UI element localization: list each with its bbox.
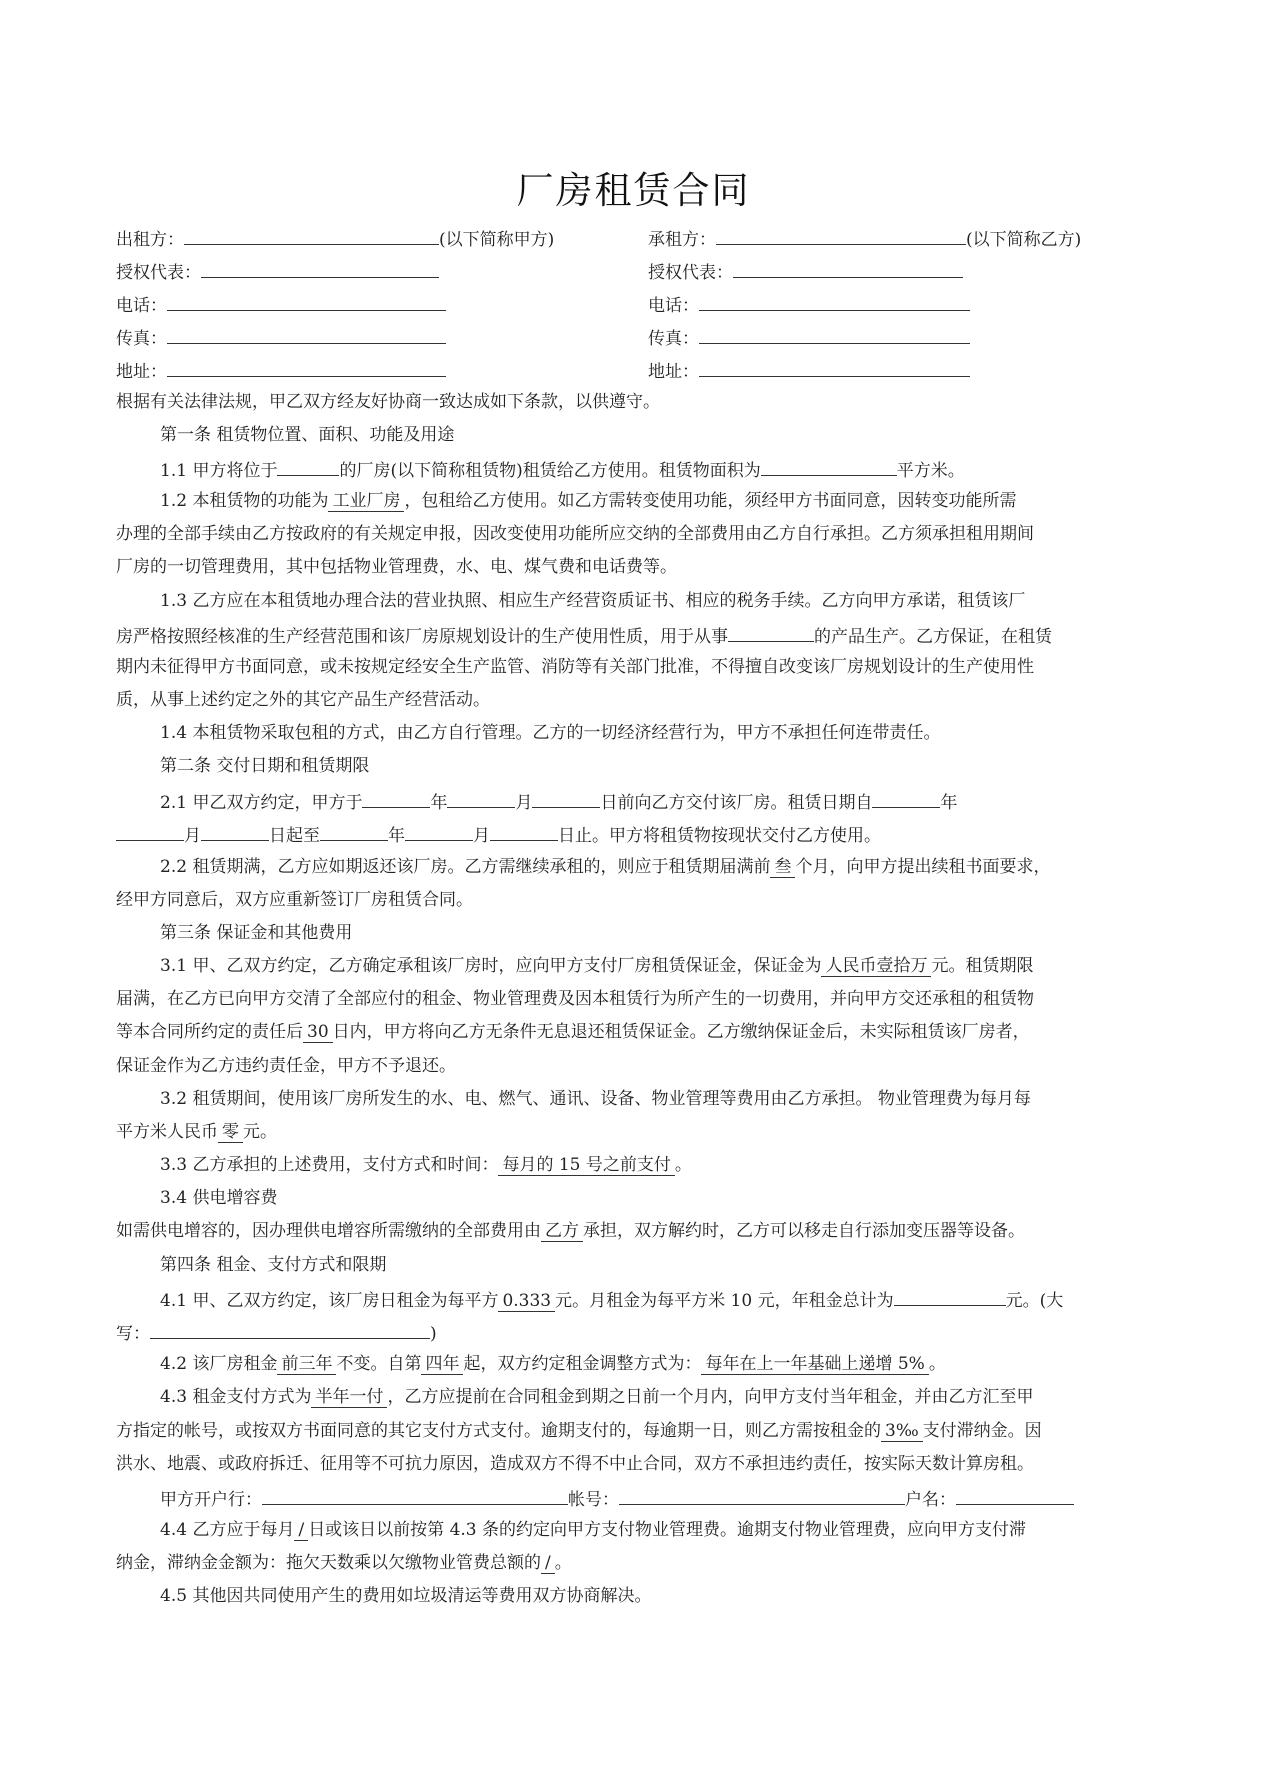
fax-label: 传真： [648, 329, 699, 349]
lessee-label: 承租方： [648, 230, 716, 250]
clause-text: 元。月租金为每平方米 10 元，年租金总计为 [555, 1291, 894, 1311]
clause-text: 元。(大 [1005, 1291, 1064, 1311]
product-blank [728, 623, 814, 642]
preamble: 根据有关法律法规，甲乙双方经友好协商一致达成如下条款，以供遵守。 [116, 392, 660, 412]
year-blank [362, 789, 430, 808]
month-label: 月 [184, 826, 201, 846]
clause-text: 。 [554, 1553, 572, 1573]
clause-3-2-cont [116, 1121, 1166, 1143]
clause-text: 2.1 甲乙双方约定，甲方于 [160, 793, 363, 813]
article-4-heading: 第四条 租金、支付方式和限期 [160, 1255, 387, 1275]
bank-label: 甲方开户行： [160, 1490, 262, 1510]
clause-2-1 [160, 789, 1166, 814]
rep-label: 授权代表： [648, 263, 733, 283]
clause-text: 日内，甲方将向乙方无条件无息退还租赁保证金。乙方缴纳保证金后，未实际租赁该厂房者， [332, 1022, 1030, 1042]
document-title: 厂房租赁合同 [516, 169, 751, 212]
clause-text: 4.4 乙方应于每月 [160, 1520, 295, 1540]
lessor-blank [184, 226, 439, 245]
lessee-address-line [648, 358, 1168, 383]
clause-text: 平方米。 [896, 461, 965, 481]
clause-text: 2.2 租赁期满，乙方应如期返还该厂房。乙方需继续承租的，则应于租赁期届满前 [160, 857, 771, 877]
day-blank [532, 789, 600, 808]
rep-label: 授权代表： [116, 263, 201, 283]
clause-text: 4.3 租金支付方式为 [160, 1387, 312, 1407]
clause-1-3: 1.3 乙方应在本租赁地办理合法的营业执照、相应生产经营资质证书、相应的税务手续。乙方向甲方承诺，租赁该厂 [160, 591, 1026, 611]
lessor-rep-blank [201, 259, 439, 278]
clause-text: 日或该日以前按第 4.3 条的约定向甲方支付物业管理费。逾期支付物业管理费，应向甲方支付滞 [308, 1520, 1027, 1540]
adjust-method-value: 每年在上一年基础上递增 5% [701, 1354, 928, 1375]
year-blank [320, 822, 388, 841]
clause-text: 3.1 甲、乙双方约定，乙方确定承租该厂房时，应向甲方支付厂房租赁保证金，保证金为 [160, 956, 822, 976]
clause-4-3 [160, 1386, 1166, 1408]
lessee-fax-blank [699, 325, 970, 344]
clause-4-3-cont: 洪水、地震、或政府拆迁、征用等不可抗力原因，造成双方不得不中止合同，双方不承担违约责任，按实际天数计算房租。 [116, 1454, 1034, 1474]
article-3-heading: 第三条 保证金和其他费用 [160, 923, 353, 943]
lessor-note: (以下简称甲方) [439, 230, 555, 250]
account-blank [619, 1486, 905, 1505]
late-fee-rate-value: 3‰ [881, 1421, 923, 1442]
clause-text: 4.1 甲、乙双方约定，该厂房日租金为每平方 [160, 1291, 499, 1311]
daily-rent-value: 0.333 [498, 1291, 555, 1312]
year-label: 年 [940, 793, 958, 813]
address-label: 地址： [648, 362, 699, 382]
clause-1-2-cont: 办理的全部手续由乙方按政府的有关规定申报，因改变使用功能所应交纳的全部费用由乙方自行承担。乙方须承担租用期间 [116, 524, 1034, 544]
account-name-blank [956, 1486, 1074, 1505]
refund-days-value: 30 [303, 1022, 333, 1043]
months-value: 叁 [770, 857, 795, 878]
lessee-address-blank [699, 358, 970, 377]
annual-rent-blank [894, 1287, 1006, 1306]
clause-text: 日前向乙方交付该厂房。租赁日期自 [600, 793, 873, 813]
clause-text: 元。租赁期限 [931, 956, 1034, 976]
lessee-phone-blank [699, 292, 970, 311]
bank-info-line [160, 1486, 1166, 1511]
clause-3-1 [160, 955, 1166, 977]
clause-text: 1.2 本租赁物的功能为 [160, 491, 329, 511]
month-blank [116, 822, 184, 841]
party-value: 乙方 [541, 1221, 583, 1242]
day-blank [490, 822, 558, 841]
lessor-fax-blank [167, 325, 446, 344]
clause-1-2-cont: 厂房的一切管理费用，其中包括物业管理费，水、电、煤气费和电话费等。 [116, 557, 677, 577]
lessee-line [648, 226, 1168, 251]
clause-1-3-cont [116, 623, 1166, 648]
clause-text: 房严格按照经核准的生产经营范围和该厂房原规划设计的生产使用性质，用于从事 [116, 627, 728, 647]
lessee-rep-line [648, 259, 1168, 284]
lessee-blank [716, 226, 966, 245]
lessee-phone-line [648, 292, 1168, 317]
clause-3-3 [160, 1154, 1166, 1176]
article-1-heading: 第一条 租赁物位置、面积、功能及用途 [160, 425, 455, 445]
clause-text: 方指定的帐号，或按双方书面同意的其它支付方式支付。逾期支付的，每逾期一日，则乙方需按租金的 [116, 1421, 881, 1441]
clause-text: 的厂房(以下简称租赁物)租赁给乙方使用。租赁物面积为 [339, 461, 761, 481]
clause-text: ，包租给乙方使用。如乙方需转变使用功能，须经甲方书面同意，因转变功能所需 [404, 491, 1017, 511]
account-label: 帐号： [568, 1490, 619, 1510]
clause-text: 3.3 乙方承担的上述费用，支付方式和时间： [160, 1155, 499, 1175]
clause-text: 写： [116, 1324, 150, 1344]
lessor-phone-blank [167, 292, 446, 311]
clause-2-2 [160, 856, 1166, 878]
phone-label: 电话： [648, 296, 699, 316]
deposit-value: 人民币壹拾万 [821, 956, 931, 977]
clause-4-4-cont [116, 1552, 1166, 1574]
clause-text: ) [430, 1324, 437, 1344]
clause-text: 元。 [243, 1122, 277, 1142]
clause-3-2: 3.2 租赁期间，使用该厂房所发生的水、电、燃气、通讯、设备、物业管理等费用由乙方承担。 物业管理费为每月每 [160, 1089, 1031, 1109]
year-label: 年 [388, 826, 405, 846]
mgmt-fee-value: 零 [218, 1122, 243, 1143]
article-2-heading: 第二条 交付日期和租赁期限 [160, 756, 370, 776]
clause-4-4 [160, 1519, 1166, 1541]
payment-time-value: 每月的 15 号之前支付 [498, 1155, 674, 1176]
clause-text: 日起至 [269, 826, 320, 846]
clause-text: 1.1 甲方将位于 [160, 461, 278, 481]
clause-2-1-cont [116, 822, 1166, 847]
location-blank [277, 457, 339, 476]
clause-text: 等本合同所约定的责任后 [116, 1022, 303, 1042]
phone-label: 电话： [116, 296, 167, 316]
clause-text: ，乙方应提前在合同租金到期之日前一个月内，向甲方支付当年租金，并由乙方汇至甲 [387, 1387, 1034, 1407]
clause-3-4: 3.4 供电增容费 [160, 1188, 278, 1208]
month-label: 月 [515, 793, 533, 813]
clause-3-4-cont [116, 1220, 1166, 1242]
clause-1-4: 1.4 本租赁物采取包租的方式，由乙方自行管理。乙方的一切经济经营行为，甲方不承担任何连带责任。 [160, 723, 941, 743]
clause-text: 4.2 该厂房租金 [160, 1354, 278, 1374]
clause-text: 起，双方约定租金调整方式为： [463, 1354, 702, 1374]
year-blank [872, 789, 940, 808]
clause-4-1 [160, 1287, 1166, 1312]
clause-text: 。 [928, 1354, 946, 1374]
clause-text: 平方米人民币 [116, 1122, 218, 1142]
use-value: 工业厂房 [328, 491, 404, 512]
payment-mode-value: 半年一付 [311, 1387, 387, 1408]
fixed-period-value: 前三年 [277, 1354, 336, 1375]
clause-4-2 [160, 1353, 1166, 1375]
clause-text: 支付滞纳金。因 [922, 1421, 1042, 1441]
clause-1-1 [160, 457, 1166, 482]
area-blank [761, 457, 897, 476]
clause-text: 不变。自第 [336, 1354, 422, 1374]
account-name-label: 户名： [905, 1490, 956, 1510]
clause-text: 。 [674, 1155, 692, 1175]
lessee-note: (以下简称乙方) [966, 230, 1082, 250]
adjust-year-value: 四年 [421, 1354, 463, 1375]
year-label: 年 [430, 793, 448, 813]
lessee-rep-blank [733, 259, 963, 278]
bank-blank [262, 1486, 568, 1505]
clause-text: 的产品生产。乙方保证，在租赁 [814, 627, 1052, 647]
fax-label: 传真： [116, 329, 167, 349]
month-blank [447, 789, 515, 808]
lessee-fax-line [648, 325, 1168, 350]
lessor-address-blank [167, 358, 446, 377]
capital-amount-blank [150, 1320, 430, 1339]
clause-text: 日止。甲方将租赁物按现状交付乙方使用。 [558, 826, 881, 846]
day-value: / [294, 1520, 308, 1541]
lessor-label: 出租方： [116, 230, 184, 250]
clause-4-3-cont [116, 1420, 1166, 1442]
clause-3-1-cont: 届满，在乙方已向甲方交清了全部应付的租金、物业管理费及因本租赁行为所产生的一切费用，并向甲方交还承租的租赁物 [116, 989, 1034, 1009]
clause-text: 承担，双方解约时，乙方可以移走自行添加变压器等设备。 [583, 1221, 1025, 1241]
clause-1-3-cont: 质，从事上述约定之外的其它产品生产经营活动。 [116, 690, 490, 710]
clause-3-1-cont: 保证金作为乙方违约责任金，甲方不予退还。 [116, 1056, 456, 1076]
clause-1-3-cont: 期内未征得甲方书面同意，或未按规定经安全生产监管、消防等有关部门批准，不得擅自改变该厂房规划设计的生产使用性 [116, 657, 1034, 677]
clause-text: 个月，向甲方提出续租书面要求， [795, 857, 1051, 877]
clause-4-5: 4.5 其他因共同使用产生的费用如垃圾清运等费用双方协商解决。 [160, 1586, 652, 1606]
clause-text: 如需供电增容的，因办理供电增容所需缴纳的全部费用由 [116, 1221, 541, 1241]
clause-1-2 [160, 490, 1166, 512]
address-label: 地址： [116, 362, 167, 382]
clause-3-1-cont [116, 1021, 1166, 1043]
clause-2-2-cont: 经甲方同意后，双方应重新签订厂房租赁合同。 [116, 890, 473, 910]
day-blank [201, 822, 269, 841]
clause-4-1-cont [116, 1320, 1166, 1345]
month-blank [405, 822, 473, 841]
late-fee-ratio-value: / [541, 1553, 555, 1574]
clause-text: 纳金，滞纳金金额为：拖欠天数乘以欠缴物业管费总额的 [116, 1553, 541, 1573]
month-label: 月 [473, 826, 490, 846]
